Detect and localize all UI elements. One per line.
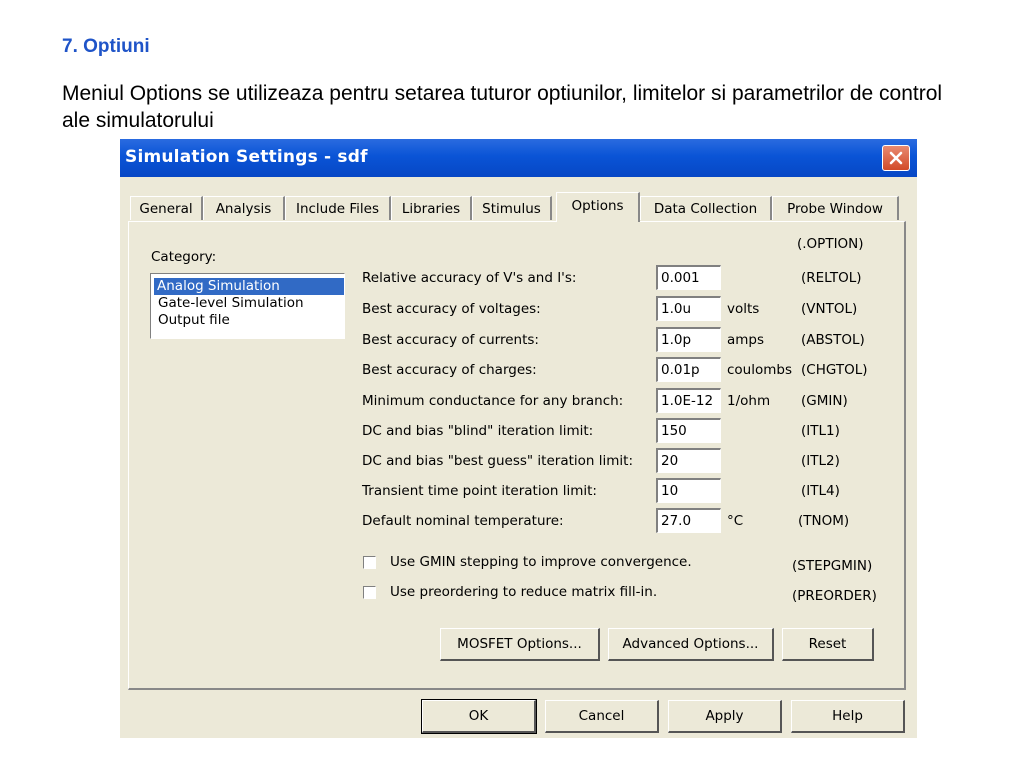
option-unit: amps [727,332,765,348]
option-label: Best accuracy of charges: [362,362,537,378]
category-item-gate-level-simulation[interactable]: Gate-level Simulation [158,295,304,311]
category-list[interactable] [150,273,345,339]
option-code: (GMIN) [801,393,848,409]
gmin-field[interactable]: 1.0E-12 [656,388,721,413]
option-unit: volts [727,301,760,317]
option-code: (TNOM) [798,513,850,529]
close-button[interactable] [882,145,910,171]
cancel-button[interactable]: Cancel [545,700,659,733]
option-code: (ITL4) [801,483,840,499]
help-button[interactable]: Help [791,700,905,733]
stepgmin-checkbox[interactable] [363,556,376,569]
option-code: (RELTOL) [801,270,862,286]
advanced-options-button[interactable]: Advanced Options... [608,628,774,661]
tab-options[interactable]: Options [556,192,640,222]
tab-probe-window[interactable]: Probe Window [772,196,899,220]
mosfet-options-button[interactable]: MOSFET Options... [440,628,600,661]
ok-button[interactable]: OK [422,700,536,733]
option-label: Relative accuracy of V's and I's: [362,270,577,286]
option-label: Best accuracy of voltages: [362,301,541,317]
option-label: DC and bias "blind" iteration limit: [362,423,594,439]
option-unit: coulombs [727,362,793,378]
checkbox-label[interactable]: Use GMIN stepping to improve convergence. [390,554,692,570]
chgtol-field[interactable]: 0.01p [656,357,721,382]
tab-analysis[interactable]: Analysis [203,196,285,220]
abstol-field[interactable]: 1.0p [656,327,721,352]
checkbox-label[interactable]: Use preordering to reduce matrix fill-in. [390,584,658,600]
tnom-field[interactable]: 27.0 [656,508,721,533]
title-bar[interactable] [120,139,917,177]
option-code: (VNTOL) [801,301,858,317]
close-icon [888,150,904,166]
tab-include-files[interactable]: Include Files [285,196,391,220]
option-code: (STEPGMIN) [792,558,873,574]
category-item-output-file[interactable]: Output file [158,312,230,328]
tab-stimulus[interactable]: Stimulus [472,196,552,220]
tab-general[interactable]: General [130,196,203,220]
option-label: Best accuracy of currents: [362,332,539,348]
category-label: Category: [151,249,217,265]
option-unit: 1/ohm [727,393,771,409]
simulation-settings-dialog [120,139,917,738]
option-code: (ITL2) [801,453,840,469]
apply-button[interactable]: Apply [668,700,782,733]
option-code: (PREORDER) [792,588,877,604]
slide-description: Meniul Options se utilizeaza pentru setarea tuturor optiunilor, limitelor si parametrilor de control ale simulatorului [62,82,943,132]
option-label: DC and bias "best guess" iteration limit: [362,453,633,469]
option-header: (.OPTION) [797,236,864,252]
tab-data-collection[interactable]: Data Collection [640,196,772,220]
option-label: Transient time point iteration limit: [362,483,597,499]
itl1-field[interactable]: 150 [656,418,721,443]
option-label: Default nominal temperature: [362,513,564,529]
option-code: (CHGTOL) [801,362,868,378]
option-code: (ABSTOL) [801,332,865,348]
option-unit: °C [727,513,744,529]
option-code: (ITL1) [801,423,840,439]
reltol-field[interactable]: 0.001 [656,265,721,290]
slide-title: 7. Optiuni [62,36,150,57]
preorder-checkbox[interactable] [363,586,376,599]
category-item-analog-simulation[interactable]: Analog Simulation [154,278,344,295]
vntol-field[interactable]: 1.0u [656,296,721,321]
reset-button[interactable]: Reset [782,628,874,661]
window-title: Simulation Settings - sdf [125,147,368,167]
itl4-field[interactable]: 10 [656,478,721,503]
option-label: Minimum conductance for any branch: [362,393,624,409]
tab-libraries[interactable]: Libraries [391,196,472,220]
itl2-field[interactable]: 20 [656,448,721,473]
